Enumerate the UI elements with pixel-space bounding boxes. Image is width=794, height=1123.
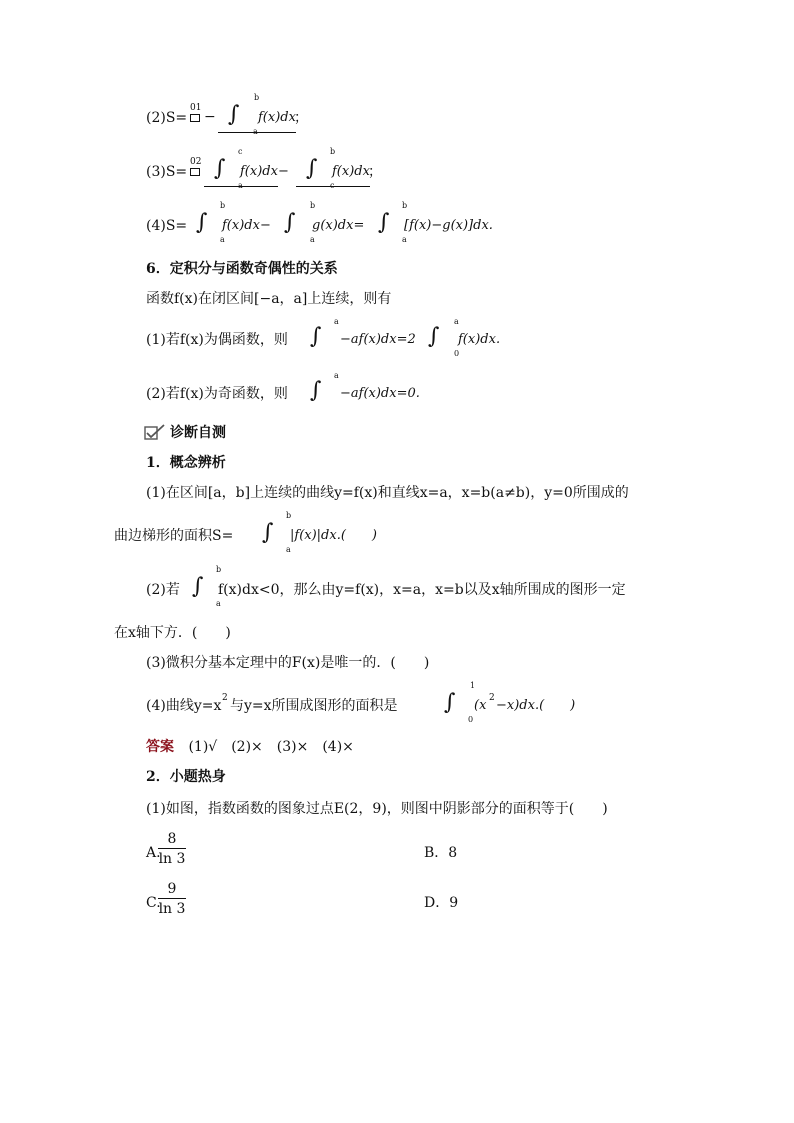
integral-sign-icon: ∫ [310,324,322,349]
upper-limit: b [402,201,408,210]
lower-limit: c [330,181,335,190]
lower-limit: a [238,181,243,190]
case4-integrand-2: g(x)dx= [312,218,365,233]
answer-line [146,740,354,754]
option-c-label: C. [146,895,161,911]
odd-prefix: (2)若f(x)为奇函数，则 [146,386,288,402]
q1-1-integrand: |f(x)|dx.( ) [290,528,377,543]
upper-limit: b [254,93,260,102]
lower-limit: a [402,235,407,244]
lower-limit: a [310,235,315,244]
section-6-heading: 6．定积分与函数奇偶性的关系 [146,261,338,277]
integral-sign-icon: ∫ [196,210,208,235]
self-test-heading: 诊断自测 [170,425,226,441]
case2-box-label: 01 [190,103,202,113]
case2-integrand: f(x)dx [258,110,296,125]
even-end: f(x)dx. [458,332,501,347]
q1-2-text: f(x)dx<0，那么由y=f(x)，x=a，x=b以及x轴所围成的图形一定 [218,582,626,598]
option-a-label: A. [146,845,161,861]
q1-heading: 1．概念辨析 [146,455,226,471]
case3-integrand-2: f(x)dx [332,164,370,179]
integral-sign-icon: ∫ [262,520,274,545]
option-b: B．8 [424,845,458,861]
upper-limit: b [330,147,336,156]
lower-limit: a [216,599,221,608]
checklist-icon [144,424,166,440]
case3-prefix: (3)S= [146,164,188,180]
formula-case-3 [0,147,794,192]
q2-heading: 2．小题热身 [146,769,226,785]
q1-3: (3)微积分基本定理中的F(x)是唯一的．( ) [146,655,430,671]
odd-middle: −af(x)dx=0. [340,386,420,401]
answer-blank-box-icon [190,168,200,176]
upper-limit: a [334,371,339,380]
answer-underline [204,186,278,187]
odd-function-line [0,371,794,414]
integral-sign-icon: ∫ [214,156,226,181]
option-d: D．9 [424,895,459,911]
q2-1: (1)如图，指数函数的图象过点E(2，9)，则图中阴影部分的面积等于( ) [146,801,608,817]
integral-sign-icon: ∫ [444,690,456,715]
formula-case-4 [0,201,794,246]
q1-1-text: 曲边梯形的面积S= [114,528,234,544]
integral-sign-icon: ∫ [192,574,204,599]
upper-limit: b [220,201,226,210]
lower-limit: a [286,545,291,554]
q1-2-line2: 在x轴下方．( ) [114,625,231,641]
integral-sign-icon: ∫ [310,378,322,403]
option-c-denominator: ln 3 [158,901,186,917]
integral-sign-icon: ∫ [306,156,318,181]
q1-4-text-a: (4)曲线y=x [146,698,222,714]
answer-blank-box-icon [190,114,200,122]
q1-1-line2 [0,511,794,556]
upper-limit: a [454,317,459,326]
case3-box-label: 02 [190,157,202,167]
answer-label: 答案 [146,739,174,755]
even-function-line [0,317,794,360]
q1-4-text-d: −x)dx.( ) [496,698,576,713]
q1-2-prefix: (2)若 [146,582,180,598]
formula-case-2 [0,93,794,138]
case4-integrand-1: f(x)dx− [222,218,271,233]
case2-minus: − [204,109,216,125]
answer-text: (1)√ (2)× (3)× (4)× [188,739,354,755]
upper-limit: b [216,565,222,574]
q1-4-text-c: (x [474,698,487,713]
q1-1-line1: (1)在区间[a，b]上连续的曲线y=f(x)和直线x=a，x=b(a≠b)，y=0所围成的 [146,485,629,501]
option-a-denominator: ln 3 [158,851,186,867]
lower-limit: 0 [454,349,460,358]
integral-sign-icon: ∫ [284,210,296,235]
integral-sign-icon: ∫ [228,102,240,127]
q1-4-line [0,681,794,726]
q1-4-text-b: 与y=x所围成图形的面积是 [230,698,398,714]
case4-prefix: (4)S= [146,218,188,234]
q1-4-sup-2: 2 [489,693,495,703]
option-c-fraction [158,882,186,916]
upper-limit: b [286,511,292,520]
upper-limit: b [310,201,316,210]
upper-limit: c [238,147,243,156]
option-c-numerator: 9 [158,882,186,899]
even-middle: −af(x)dx=2 [340,332,416,347]
case2-end: ； [294,110,308,126]
integral-sign-icon: ∫ [428,324,440,349]
q1-2-line1 [0,565,794,610]
option-a-fraction [158,832,186,866]
lower-limit: 0 [468,715,474,724]
case3-integrand-1: f(x)dx− [240,164,289,179]
option-a-numerator: 8 [158,832,186,849]
integral-sign-icon: ∫ [378,210,390,235]
upper-limit: a [334,317,339,326]
case4-integrand-3: [f(x)−g(x)]dx. [404,218,493,233]
case3-end: ； [368,164,382,180]
case2-prefix: (2)S= [146,110,188,126]
section-6-intro: 函数f(x)在闭区间[−a，a]上连续，则有 [146,291,392,307]
upper-limit: 1 [470,681,476,690]
even-prefix: (1)若f(x)为偶函数，则 [146,332,288,348]
lower-limit: a [253,127,258,136]
answer-underline [296,186,370,187]
lower-limit: a [220,235,225,244]
answer-underline [218,132,296,133]
q1-4-sup: 2 [222,693,228,703]
